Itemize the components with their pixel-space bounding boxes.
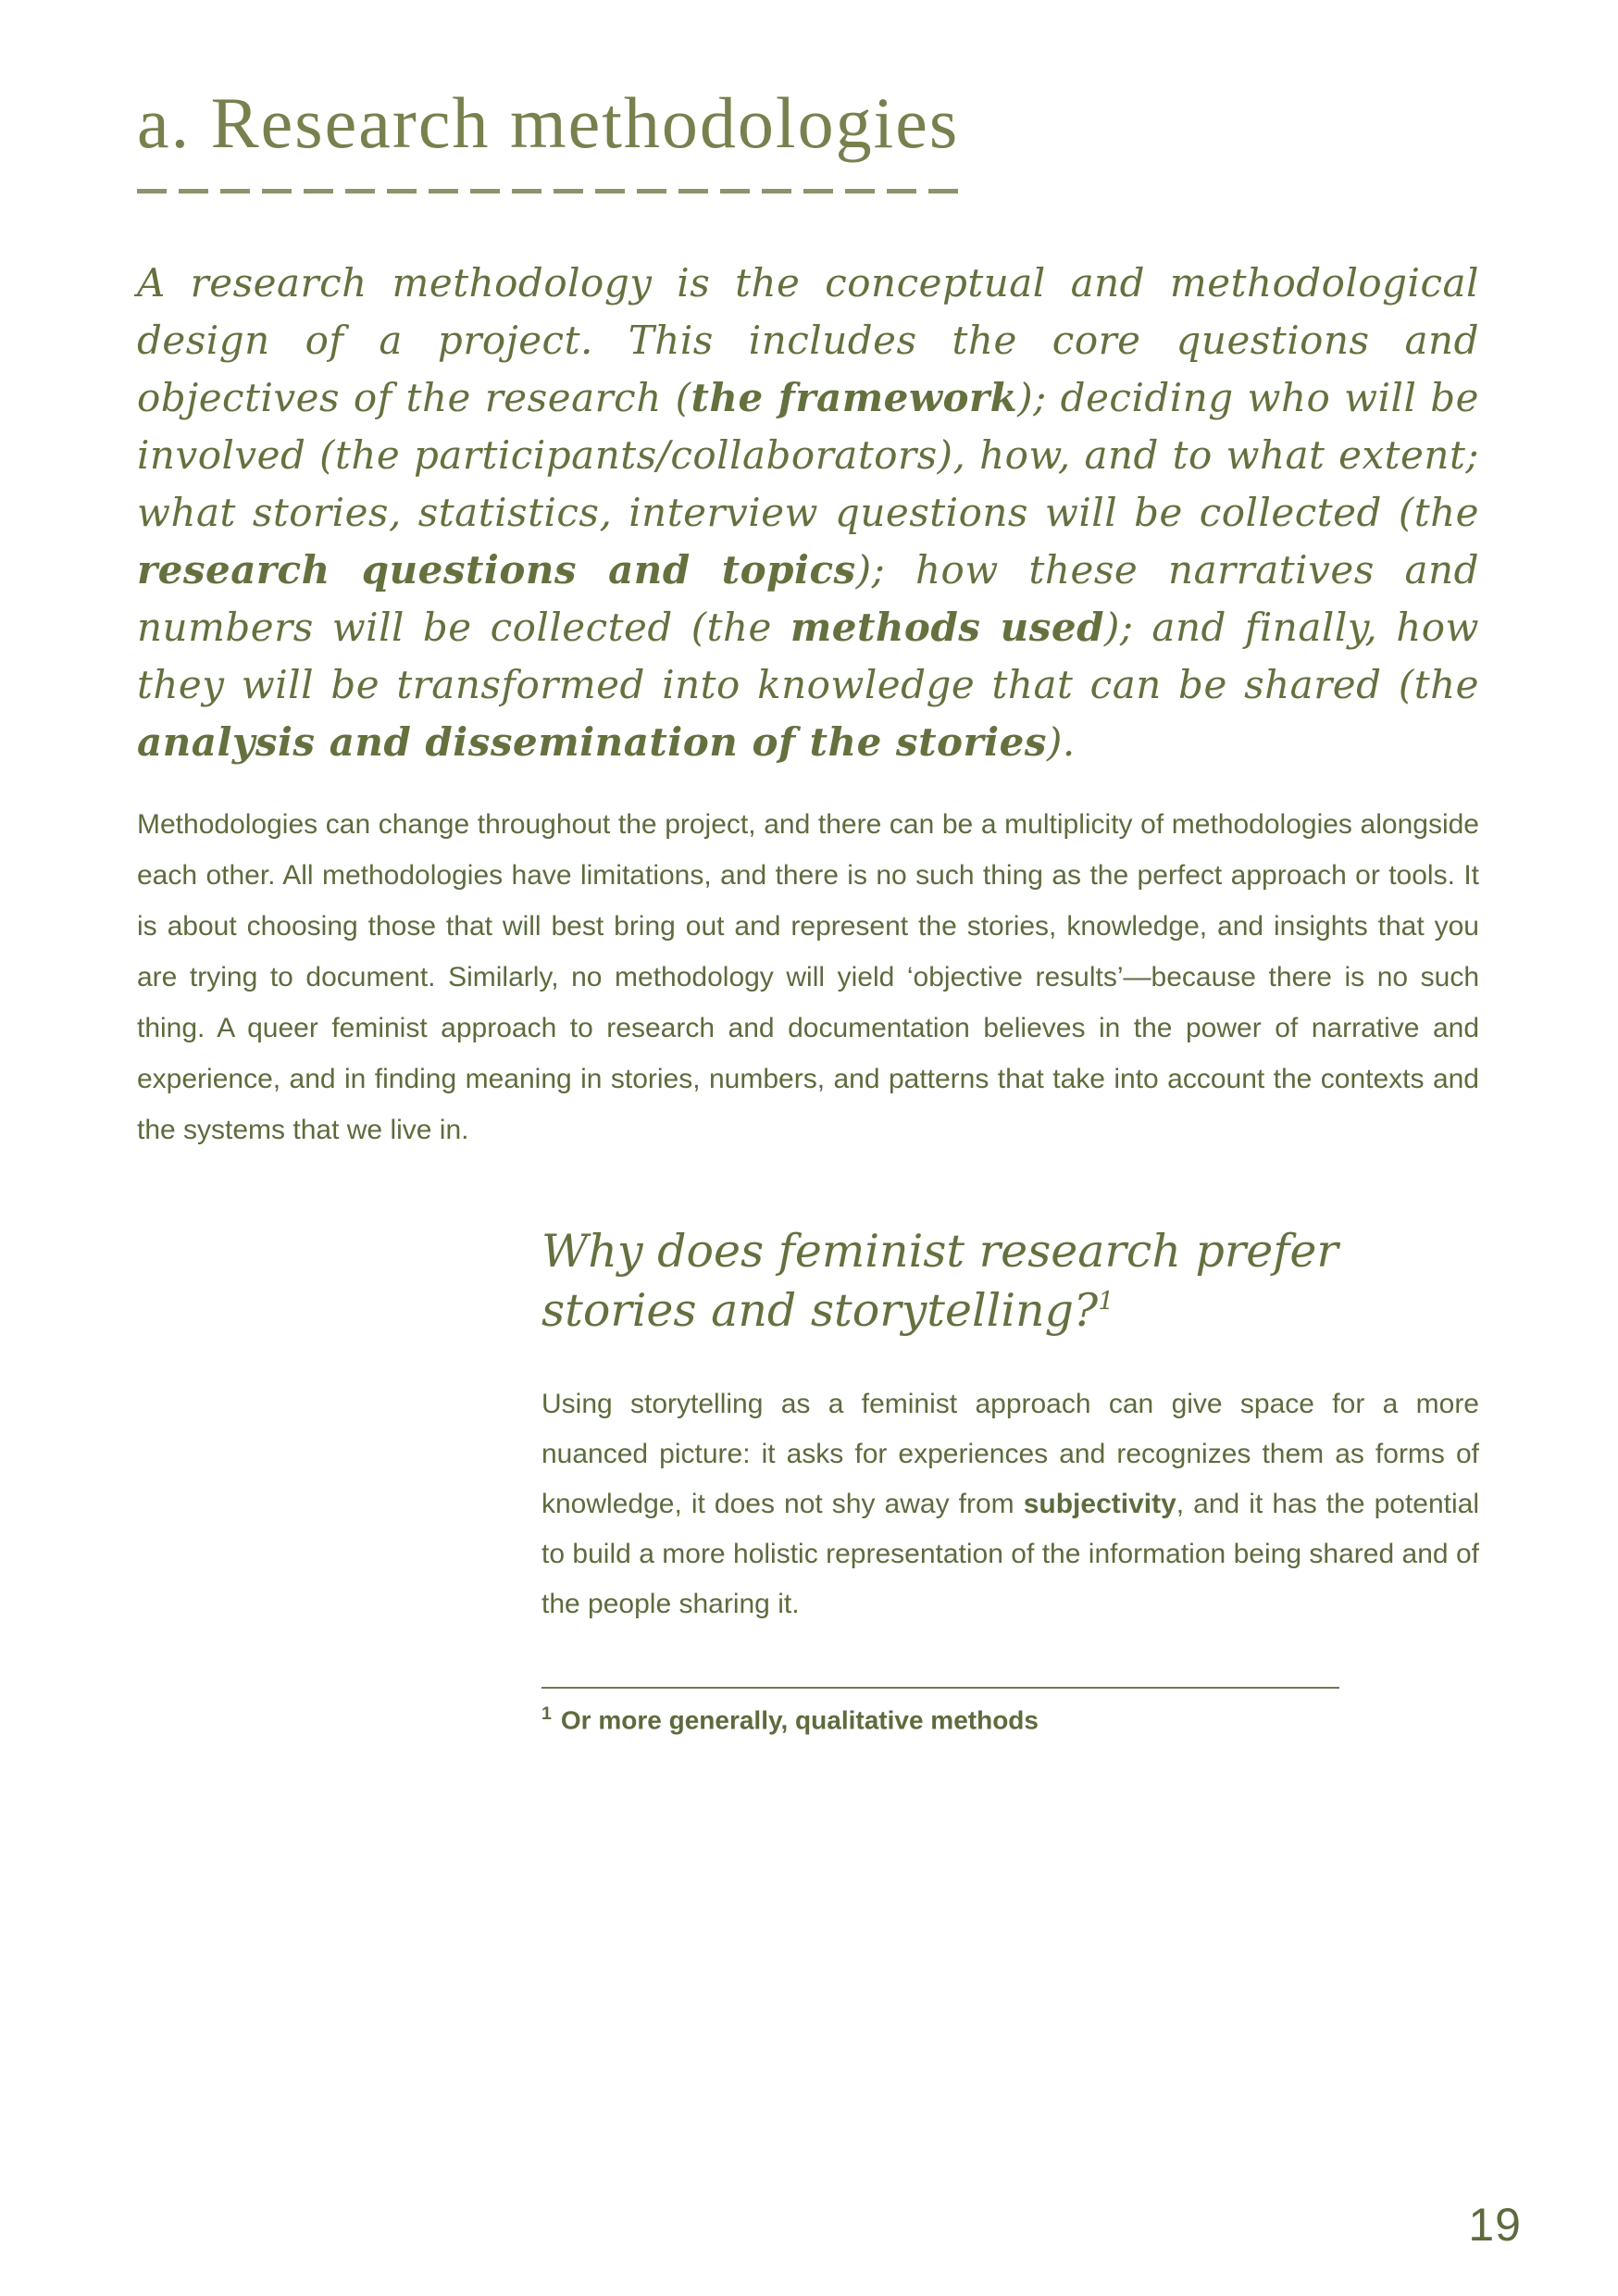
page-number: 19 (1468, 2199, 1522, 2251)
page-title: a. Research methodologies (137, 82, 960, 163)
callout-heading (541, 1222, 1479, 1341)
footnote-text: Or more generally, qualitative methods (560, 1705, 1039, 1735)
footnote-mark: 1 (541, 1703, 552, 1724)
callout-paragraph: Using storytelling as a feminist approach can give space for a more nuanced picture: it asks for experiences and recognizes them as forms of knowledge, it does not shy away from subjectivity, and it has the potential to build a more holistic representation of the information being shared and of the people sharing it. (541, 1388, 1479, 1619)
footnote (541, 1703, 1479, 1735)
callout-heading-text: Why does feminist research prefer stories and storytelling? (541, 1224, 1338, 1337)
footnote-reference-mark: 1 (1098, 1287, 1114, 1316)
intro-paragraph: A research methodology is the conceptual and methodological design of a project. This includes the core questions and objectives of the research (the framework); deciding who will be involved (the participants/collaborators), how, and to what extent; what stories, statistics, interview questions will be collected (the research questions and topics); how these narratives and numbers will be collected (the methods used); and finally, how they will be transformed into knowledge that can be shared (the analysis and dissemination of the stories). (137, 259, 1480, 765)
footnote-divider (541, 1687, 1339, 1689)
page-header (137, 82, 1479, 193)
title-underline-decoration (137, 189, 963, 193)
body-paragraph: Methodologies can change throughout the project, and there can be a multiplicity of methodologies alongside each other. All methodologies have limitations, and there is no such thing as the perfect approach or tools. It is about choosing those that will best bring out and represent the stories, knowledge, and insights that you are trying to document. Similarly, no methodology will yield ‘objective results’—because there is no such thing. A queer feminist approach to research and documentation believes in the power of narrative and experience, and in finding meaning in stories, numbers, and patterns that take into account the contexts and the systems that we live in. (137, 808, 1479, 1145)
callout-section (541, 1222, 1479, 1735)
